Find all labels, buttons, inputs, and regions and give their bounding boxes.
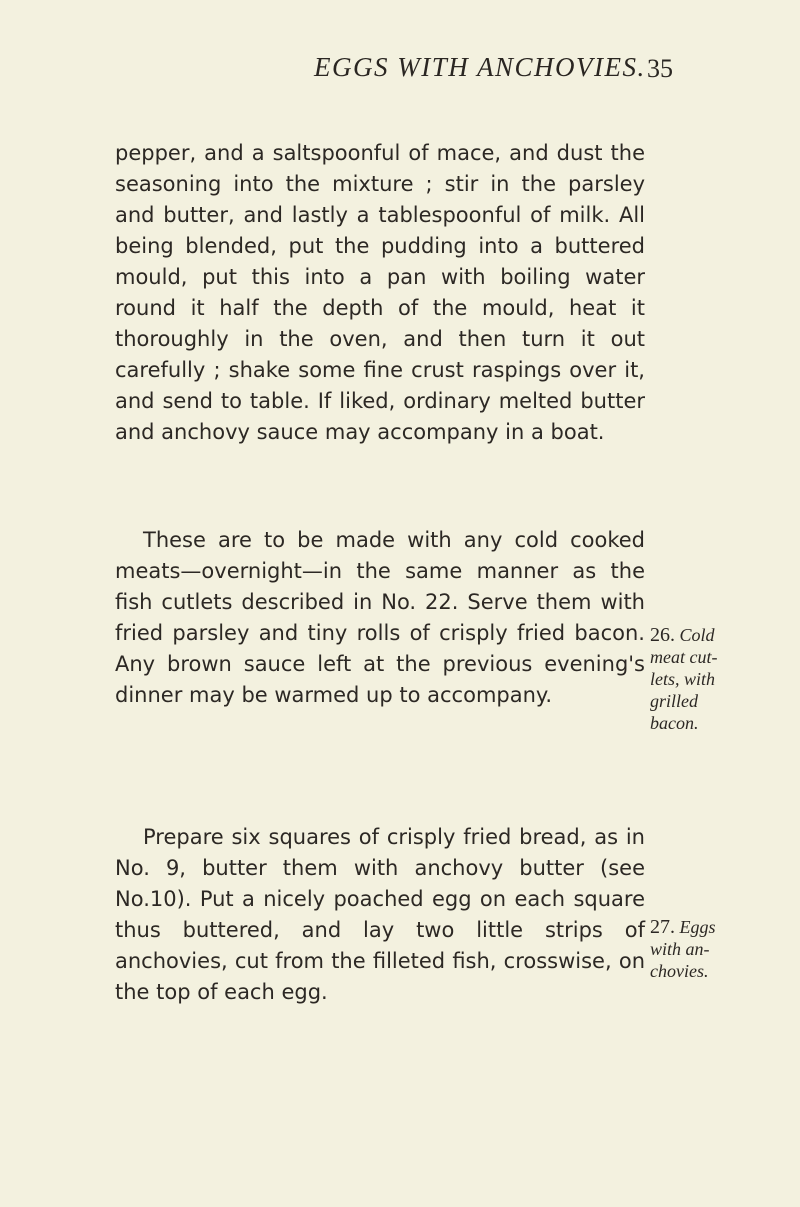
margin-note-26: [650, 624, 740, 734]
margin-note-number: 26.: [650, 624, 675, 646]
margin-note-text: Eggs with an-chovies.: [650, 917, 716, 981]
page-header: [0, 52, 800, 92]
margin-note-number: 27.: [650, 916, 675, 938]
paragraph-pudding-continued: pepper, and a saltspoonful of mace, and dust the seasoning into the mixture ; stir in the parsley and butter, and lastly a tablespoonful of milk. All being blended, put the pudding into a buttered mould, put this into a pan with boiling water round it half the depth of the mould, heat it thoroughly in the oven, and then turn it out carefully ; shake some fine crust raspings over it, and send to table. If liked, ordinary melted butter and anchovy sauce may accompany in a boat.: [115, 141, 645, 444]
running-title: EGGS WITH ANCHOVIES.: [314, 52, 646, 82]
paragraph-eggs-with-anchovies: Prepare six squares of crisply fried bread, as in No. 9, butter them with anchovy butter (see No.10). Put a nicely poached egg on each square thus buttered, and lay two little strips of anchovies, cut from the filleted fish, crosswise, on the top of each egg.: [115, 825, 645, 1004]
margin-note-text: Cold meat cut-lets, with grilled bacon.: [650, 625, 718, 733]
margin-note-27: [650, 916, 740, 982]
page-number: 35: [647, 54, 673, 83]
paragraph-cold-meat-cutlets: These are to be made with any cold cooked meats—overnight—in the same manner as the fish cutlets described in No. 22. Serve them with fried parsley and tiny rolls of crisply fried bacon. Any brown sauce left at the previous evening's dinner may be warmed up to accompany.: [115, 528, 645, 707]
